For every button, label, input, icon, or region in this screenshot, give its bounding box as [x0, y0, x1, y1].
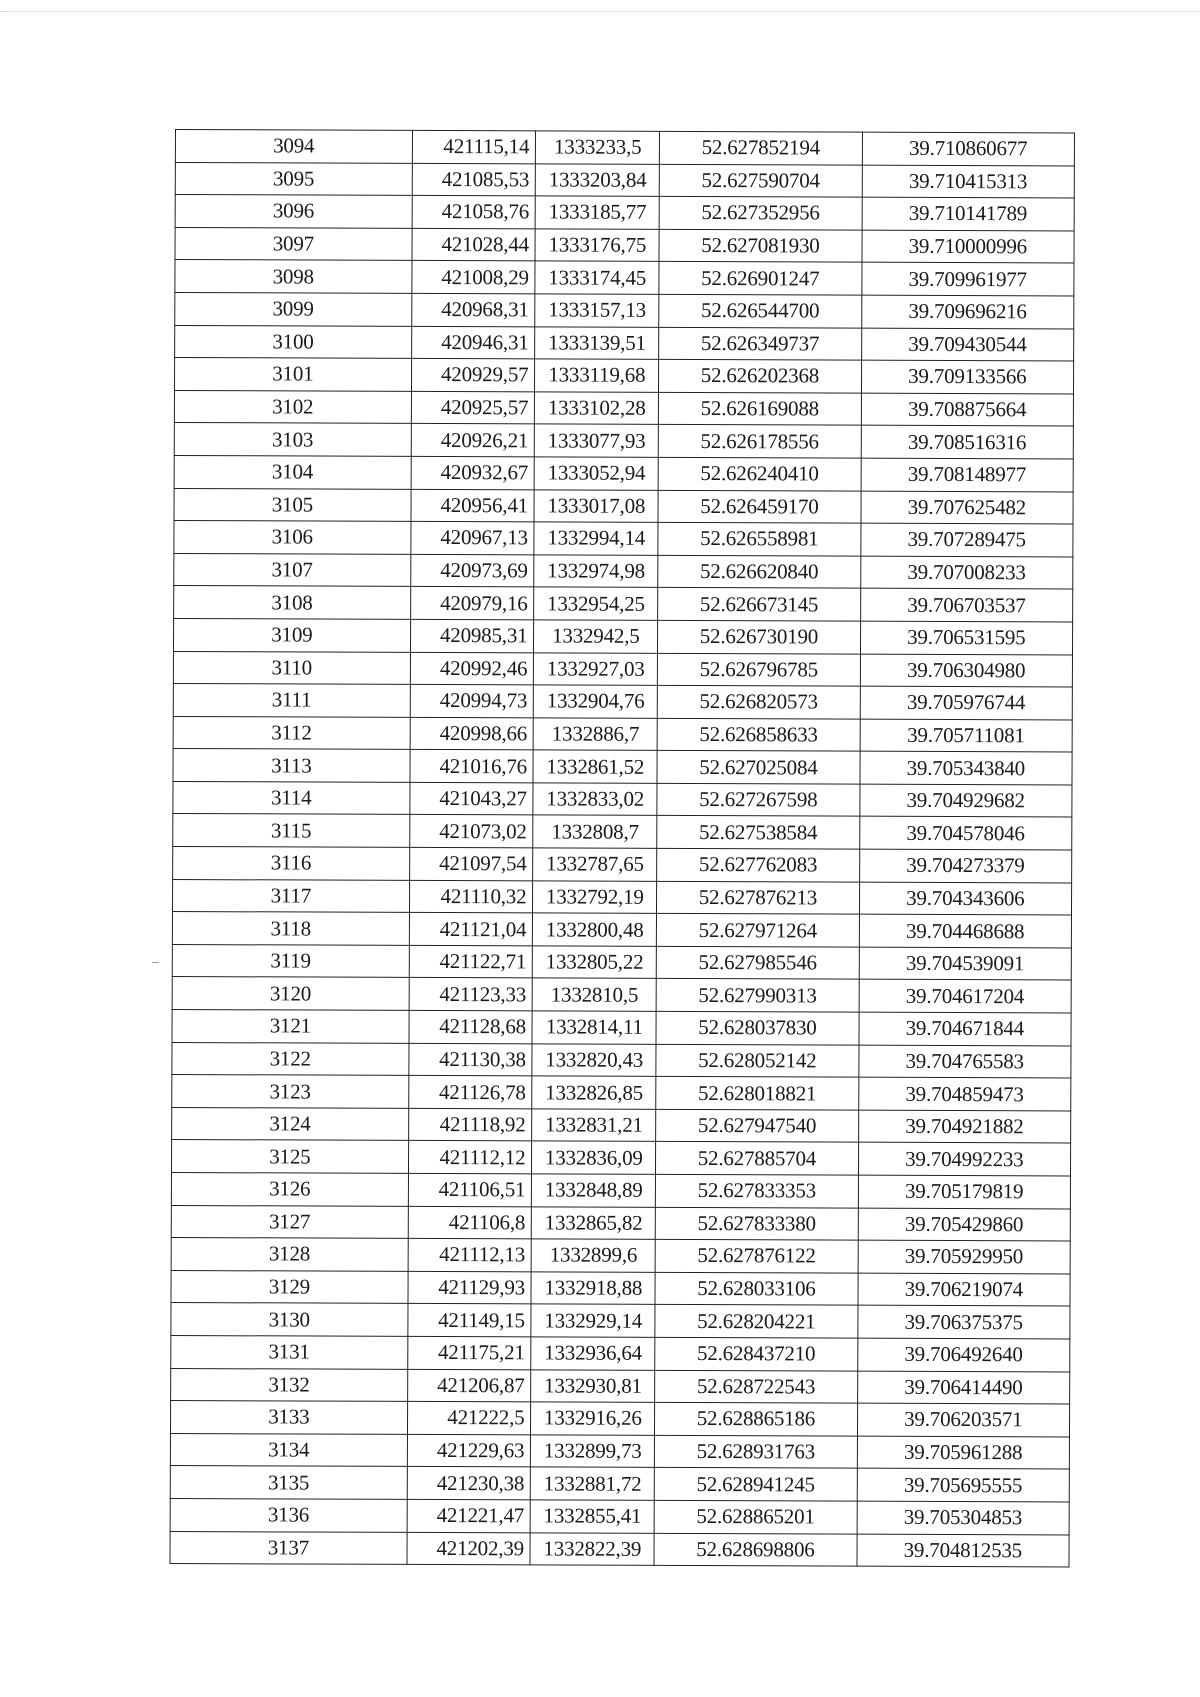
x-coordinate-cell: 421128,68 — [409, 1010, 533, 1043]
x-coordinate-cell: 421073,02 — [409, 815, 533, 848]
table-row — [172, 1075, 1071, 1111]
latitude-cell: 52.626349737 — [659, 327, 861, 360]
longitude-cell: 39.710860677 — [862, 132, 1075, 165]
point-number-cell: 3124 — [172, 1107, 409, 1141]
x-coordinate-cell: 420929,57 — [411, 359, 535, 392]
latitude-cell: 52.627833380 — [655, 1207, 857, 1240]
point-number-cell: 3099 — [175, 292, 412, 326]
longitude-cell: 39.704343606 — [859, 882, 1072, 915]
y-coordinate-cell: 1333102,28 — [535, 392, 659, 425]
latitude-cell: 52.627352956 — [659, 197, 861, 230]
x-coordinate-cell: 421058,76 — [412, 196, 536, 229]
table-row — [174, 358, 1073, 394]
table-row — [173, 716, 1072, 752]
point-number-cell: 3100 — [175, 325, 412, 359]
x-coordinate-cell: 421122,71 — [409, 945, 533, 978]
latitude-cell: 52.628931763 — [655, 1435, 857, 1468]
latitude-cell: 52.626558981 — [658, 522, 860, 555]
point-number-cell: 3132 — [171, 1368, 408, 1402]
y-coordinate-cell: 1332899,73 — [531, 1435, 655, 1468]
latitude-cell: 52.628698806 — [654, 1533, 856, 1566]
point-number-cell: 3098 — [175, 260, 412, 294]
table-row — [173, 684, 1072, 720]
latitude-cell: 52.628037830 — [656, 1011, 858, 1044]
latitude-cell: 52.626730190 — [658, 620, 860, 653]
table-row — [172, 1107, 1071, 1143]
longitude-cell: 39.704671844 — [859, 1012, 1072, 1045]
longitude-cell: 39.704859473 — [858, 1077, 1071, 1110]
table-row — [173, 814, 1072, 850]
latitude-cell: 52.627876213 — [657, 881, 859, 914]
longitude-cell: 39.706414490 — [857, 1371, 1070, 1404]
y-coordinate-cell: 1332918,88 — [531, 1272, 655, 1305]
y-coordinate-cell: 1333119,68 — [535, 359, 659, 392]
y-coordinate-cell: 1332814,11 — [532, 1011, 656, 1044]
latitude-cell: 52.626858633 — [657, 718, 859, 751]
point-number-cell: 3096 — [175, 195, 412, 229]
latitude-cell: 52.626459170 — [658, 490, 860, 523]
x-coordinate-cell: 421129,93 — [408, 1271, 532, 1304]
table-row — [175, 195, 1074, 231]
latitude-cell: 52.627762083 — [657, 848, 859, 881]
y-coordinate-cell: 1332936,64 — [531, 1337, 655, 1370]
x-coordinate-cell: 421097,54 — [409, 847, 533, 880]
longitude-cell: 39.704929682 — [859, 784, 1072, 817]
table-row — [173, 749, 1072, 785]
coordinates-table-body — [170, 130, 1075, 1568]
latitude-cell: 52.628018821 — [656, 1077, 858, 1110]
point-number-cell: 3121 — [172, 1010, 409, 1044]
point-number-cell: 3109 — [173, 618, 410, 652]
latitude-cell: 52.627590704 — [659, 164, 861, 197]
x-coordinate-cell: 421115,14 — [412, 130, 536, 163]
latitude-cell: 52.627833353 — [656, 1174, 858, 1207]
point-number-cell: 3126 — [171, 1172, 408, 1206]
x-coordinate-cell: 421043,27 — [409, 782, 533, 815]
latitude-cell: 52.627025084 — [657, 751, 859, 784]
y-coordinate-cell: 1332787,65 — [533, 848, 657, 881]
latitude-cell: 52.626620840 — [658, 555, 860, 588]
table-row — [174, 521, 1073, 557]
x-coordinate-cell: 420956,41 — [411, 489, 535, 522]
y-coordinate-cell: 1333203,84 — [536, 163, 660, 196]
x-coordinate-cell: 420998,66 — [410, 717, 534, 750]
y-coordinate-cell: 1332916,26 — [531, 1402, 655, 1435]
longitude-cell: 39.705929950 — [858, 1240, 1071, 1273]
table-row — [171, 1205, 1070, 1241]
y-coordinate-cell: 1332954,25 — [534, 587, 658, 620]
y-coordinate-cell: 1332810,5 — [533, 978, 657, 1011]
latitude-cell: 52.627885704 — [656, 1142, 858, 1175]
table-row — [171, 1270, 1070, 1306]
table-row — [171, 1172, 1070, 1208]
y-coordinate-cell: 1333176,75 — [535, 229, 659, 262]
y-coordinate-cell: 1332930,81 — [531, 1369, 655, 1402]
latitude-cell: 52.627538584 — [657, 816, 859, 849]
x-coordinate-cell: 421118,92 — [408, 1108, 532, 1141]
latitude-cell: 52.626240410 — [658, 457, 860, 490]
longitude-cell: 39.705961288 — [857, 1436, 1070, 1469]
x-coordinate-cell: 421112,13 — [408, 1239, 532, 1272]
longitude-cell: 39.704921882 — [858, 1110, 1071, 1143]
y-coordinate-cell: 1332800,48 — [533, 913, 657, 946]
latitude-cell: 52.626178556 — [658, 425, 860, 458]
y-coordinate-cell: 1332855,41 — [531, 1500, 655, 1533]
longitude-cell: 39.709430544 — [861, 328, 1074, 361]
longitude-cell: 39.705976744 — [860, 686, 1073, 719]
latitude-cell: 52.628204221 — [655, 1305, 857, 1338]
table-row — [171, 1303, 1070, 1339]
table-row — [173, 651, 1072, 687]
table-row — [170, 1433, 1069, 1469]
table-row — [172, 912, 1071, 948]
latitude-cell: 52.626796785 — [658, 653, 860, 686]
y-coordinate-cell: 1332808,7 — [533, 815, 657, 848]
y-coordinate-cell: 1332836,09 — [532, 1141, 656, 1174]
longitude-cell: 39.706219074 — [858, 1273, 1071, 1306]
latitude-cell: 52.628033106 — [655, 1272, 857, 1305]
point-number-cell: 3097 — [175, 227, 412, 261]
table-row — [173, 618, 1072, 654]
y-coordinate-cell: 1332833,02 — [533, 783, 657, 816]
y-coordinate-cell: 1332826,85 — [532, 1076, 656, 1109]
y-coordinate-cell: 1332822,39 — [530, 1532, 654, 1565]
longitude-cell: 39.708148977 — [861, 458, 1074, 491]
longitude-cell: 39.706304980 — [860, 654, 1073, 687]
y-coordinate-cell: 1333185,77 — [536, 196, 660, 229]
scan-edge-line — [0, 11, 1200, 12]
x-coordinate-cell: 421202,39 — [407, 1532, 531, 1565]
longitude-cell: 39.706703537 — [860, 588, 1073, 621]
point-number-cell: 3116 — [173, 847, 410, 881]
point-number-cell: 3115 — [173, 814, 410, 848]
latitude-cell: 52.626202368 — [659, 360, 861, 393]
y-coordinate-cell: 1333052,94 — [535, 457, 659, 490]
y-coordinate-cell: 1333077,93 — [535, 424, 659, 457]
point-number-cell: 3120 — [172, 977, 409, 1011]
longitude-cell: 39.704273379 — [859, 849, 1072, 882]
x-coordinate-cell: 421230,38 — [407, 1467, 531, 1500]
x-coordinate-cell: 420979,16 — [410, 587, 534, 620]
x-coordinate-cell: 420992,46 — [410, 652, 534, 685]
y-coordinate-cell: 1333233,5 — [536, 131, 660, 164]
y-coordinate-cell: 1332881,72 — [531, 1467, 655, 1500]
longitude-cell: 39.709961977 — [861, 263, 1074, 296]
x-coordinate-cell: 420994,73 — [410, 685, 534, 718]
point-number-cell: 3125 — [171, 1140, 408, 1174]
longitude-cell: 39.705179819 — [858, 1175, 1071, 1208]
longitude-cell: 39.704539091 — [859, 947, 1072, 980]
x-coordinate-cell: 421222,5 — [407, 1402, 531, 1435]
x-coordinate-cell: 420946,31 — [411, 326, 535, 359]
x-coordinate-cell: 421110,32 — [409, 880, 533, 913]
point-number-cell: 3101 — [174, 358, 411, 392]
longitude-cell: 39.707008233 — [860, 556, 1073, 589]
longitude-cell: 39.706203571 — [857, 1403, 1070, 1436]
latitude-cell: 52.628941245 — [654, 1468, 856, 1501]
table-row — [172, 977, 1071, 1013]
latitude-cell: 52.626169088 — [659, 392, 861, 425]
y-coordinate-cell: 1333157,13 — [535, 294, 659, 327]
table-row — [172, 944, 1071, 980]
table-row — [174, 553, 1073, 589]
point-number-cell: 3108 — [174, 586, 411, 620]
point-number-cell: 3094 — [175, 130, 412, 164]
point-number-cell: 3107 — [174, 553, 411, 587]
y-coordinate-cell: 1332792,19 — [533, 881, 657, 914]
longitude-cell: 39.708516316 — [861, 425, 1074, 458]
table-row — [170, 1401, 1069, 1437]
latitude-cell: 52.627990313 — [656, 979, 858, 1012]
table-row — [175, 162, 1074, 198]
y-coordinate-cell: 1332927,03 — [534, 652, 658, 685]
table-row — [171, 1335, 1070, 1371]
point-number-cell: 3114 — [173, 781, 410, 815]
y-coordinate-cell: 1332865,82 — [532, 1206, 656, 1239]
x-coordinate-cell: 420967,13 — [410, 522, 534, 555]
point-number-cell: 3127 — [171, 1205, 408, 1239]
longitude-cell: 39.704765583 — [858, 1045, 1071, 1078]
table-row — [174, 488, 1073, 524]
y-coordinate-cell: 1332929,14 — [531, 1304, 655, 1337]
point-number-cell: 3103 — [174, 423, 411, 457]
table-row — [170, 1531, 1069, 1567]
point-number-cell: 3110 — [173, 651, 410, 685]
y-coordinate-cell: 1332904,76 — [534, 685, 658, 718]
latitude-cell: 52.626820573 — [657, 685, 859, 718]
longitude-cell: 39.709133566 — [861, 360, 1074, 393]
point-number-cell: 3135 — [170, 1466, 407, 1500]
longitude-cell: 39.709696216 — [861, 295, 1074, 328]
y-coordinate-cell: 1332820,43 — [532, 1044, 656, 1077]
x-coordinate-cell: 420926,21 — [411, 424, 535, 457]
longitude-cell: 39.705695555 — [857, 1468, 1070, 1501]
longitude-cell: 39.710000996 — [862, 230, 1075, 263]
x-coordinate-cell: 420968,31 — [411, 293, 535, 326]
y-coordinate-cell: 1333139,51 — [535, 326, 659, 359]
longitude-cell: 39.706531595 — [860, 621, 1073, 654]
y-coordinate-cell: 1333017,08 — [534, 489, 658, 522]
longitude-cell: 39.710141789 — [862, 197, 1075, 230]
y-coordinate-cell: 1333174,45 — [535, 261, 659, 294]
x-coordinate-cell: 421126,78 — [408, 1076, 532, 1109]
latitude-cell: 52.627081930 — [659, 229, 861, 262]
table-row — [172, 1042, 1071, 1078]
longitude-cell: 39.705711081 — [860, 719, 1073, 752]
table-row — [171, 1368, 1070, 1404]
point-number-cell: 3136 — [170, 1498, 407, 1532]
table-row — [175, 325, 1074, 361]
latitude-cell: 52.628865201 — [654, 1500, 856, 1533]
point-number-cell: 3102 — [174, 390, 411, 424]
x-coordinate-cell: 421028,44 — [412, 228, 536, 261]
latitude-cell: 52.626544700 — [659, 294, 861, 327]
y-coordinate-cell: 1332861,52 — [533, 750, 657, 783]
longitude-cell: 39.706492640 — [857, 1338, 1070, 1371]
longitude-cell: 39.705343840 — [860, 751, 1073, 784]
longitude-cell: 39.704812535 — [857, 1534, 1070, 1567]
latitude-cell: 52.628437210 — [655, 1337, 857, 1370]
x-coordinate-cell: 421008,29 — [411, 261, 535, 294]
y-coordinate-cell: 1332848,89 — [532, 1174, 656, 1207]
x-coordinate-cell: 420932,67 — [411, 456, 535, 489]
longitude-cell: 39.710415313 — [862, 165, 1075, 198]
x-coordinate-cell: 421130,38 — [408, 1043, 532, 1076]
x-coordinate-cell: 421016,76 — [410, 750, 534, 783]
point-number-cell: 3128 — [171, 1238, 408, 1272]
y-coordinate-cell: 1332974,98 — [534, 555, 658, 588]
point-number-cell: 3130 — [171, 1303, 408, 1337]
table-row — [173, 847, 1072, 883]
longitude-cell: 39.704468688 — [859, 914, 1072, 947]
table-row — [175, 227, 1074, 263]
longitude-cell: 39.704992233 — [858, 1143, 1071, 1176]
longitude-cell: 39.705304853 — [857, 1501, 1070, 1534]
table-row — [171, 1140, 1070, 1176]
y-coordinate-cell: 1332994,14 — [534, 522, 658, 555]
margin-mark — [152, 962, 159, 963]
coordinates-table — [169, 129, 1075, 1568]
y-coordinate-cell: 1332899,6 — [532, 1239, 656, 1272]
latitude-cell: 52.626673145 — [658, 588, 860, 621]
table-row — [170, 1498, 1069, 1534]
longitude-cell: 39.707625482 — [861, 491, 1074, 524]
table-row — [172, 879, 1071, 915]
table-row — [172, 1010, 1071, 1046]
point-number-cell: 3131 — [171, 1335, 408, 1369]
x-coordinate-cell: 420925,57 — [411, 391, 535, 424]
y-coordinate-cell: 1332805,22 — [533, 946, 657, 979]
point-number-cell: 3119 — [172, 944, 409, 978]
latitude-cell: 52.627985546 — [656, 946, 858, 979]
longitude-cell: 39.708875664 — [861, 393, 1074, 426]
latitude-cell: 52.627947540 — [656, 1109, 858, 1142]
latitude-cell: 52.627971264 — [657, 914, 859, 947]
latitude-cell: 52.628052142 — [656, 1044, 858, 1077]
point-number-cell: 3133 — [170, 1401, 407, 1435]
table-row — [171, 1238, 1070, 1274]
point-number-cell: 3095 — [175, 162, 412, 196]
longitude-cell: 39.704578046 — [859, 817, 1072, 850]
latitude-cell: 52.628722543 — [655, 1370, 857, 1403]
table-row — [170, 1466, 1069, 1502]
latitude-cell: 52.628865186 — [655, 1403, 857, 1436]
table-row — [175, 292, 1074, 328]
x-coordinate-cell: 421221,47 — [407, 1499, 531, 1532]
latitude-cell: 52.627876122 — [655, 1240, 857, 1273]
x-coordinate-cell: 421112,12 — [408, 1141, 532, 1174]
point-number-cell: 3105 — [174, 488, 411, 522]
x-coordinate-cell: 421106,8 — [408, 1206, 532, 1239]
y-coordinate-cell: 1332886,7 — [534, 718, 658, 751]
point-number-cell: 3134 — [170, 1433, 407, 1467]
point-number-cell: 3117 — [172, 879, 409, 913]
point-number-cell: 3122 — [172, 1042, 409, 1076]
y-coordinate-cell: 1332831,21 — [532, 1109, 656, 1142]
table-row — [174, 586, 1073, 622]
x-coordinate-cell: 421175,21 — [407, 1336, 531, 1369]
y-coordinate-cell: 1332942,5 — [534, 620, 658, 653]
x-coordinate-cell: 421229,63 — [407, 1434, 531, 1467]
x-coordinate-cell: 421106,51 — [408, 1173, 532, 1206]
longitude-cell: 39.706375375 — [857, 1306, 1070, 1339]
x-coordinate-cell: 421206,87 — [407, 1369, 531, 1402]
point-number-cell: 3123 — [172, 1075, 409, 1109]
point-number-cell: 3129 — [171, 1270, 408, 1304]
table-row — [173, 781, 1072, 817]
point-number-cell: 3113 — [173, 749, 410, 783]
table-row — [174, 455, 1073, 491]
point-number-cell: 3112 — [173, 716, 410, 750]
table-row — [175, 130, 1074, 166]
point-number-cell: 3118 — [172, 912, 409, 946]
x-coordinate-cell: 420973,69 — [410, 554, 534, 587]
longitude-cell: 39.705429860 — [858, 1208, 1071, 1241]
table-row — [175, 260, 1074, 296]
latitude-cell: 52.626901247 — [659, 262, 861, 295]
table-row — [174, 423, 1073, 459]
longitude-cell: 39.704617204 — [859, 980, 1072, 1013]
latitude-cell: 52.627267598 — [657, 783, 859, 816]
table-row — [174, 390, 1073, 426]
point-number-cell: 3104 — [174, 455, 411, 489]
point-number-cell: 3111 — [173, 684, 410, 718]
x-coordinate-cell: 421121,04 — [409, 913, 533, 946]
latitude-cell: 52.627852194 — [660, 131, 862, 164]
x-coordinate-cell: 421085,53 — [412, 163, 536, 196]
x-coordinate-cell: 421123,33 — [409, 978, 533, 1011]
x-coordinate-cell: 421149,15 — [407, 1304, 531, 1337]
point-number-cell: 3106 — [174, 521, 411, 555]
longitude-cell: 39.707289475 — [860, 523, 1073, 556]
point-number-cell: 3137 — [170, 1531, 407, 1565]
x-coordinate-cell: 420985,31 — [410, 619, 534, 652]
